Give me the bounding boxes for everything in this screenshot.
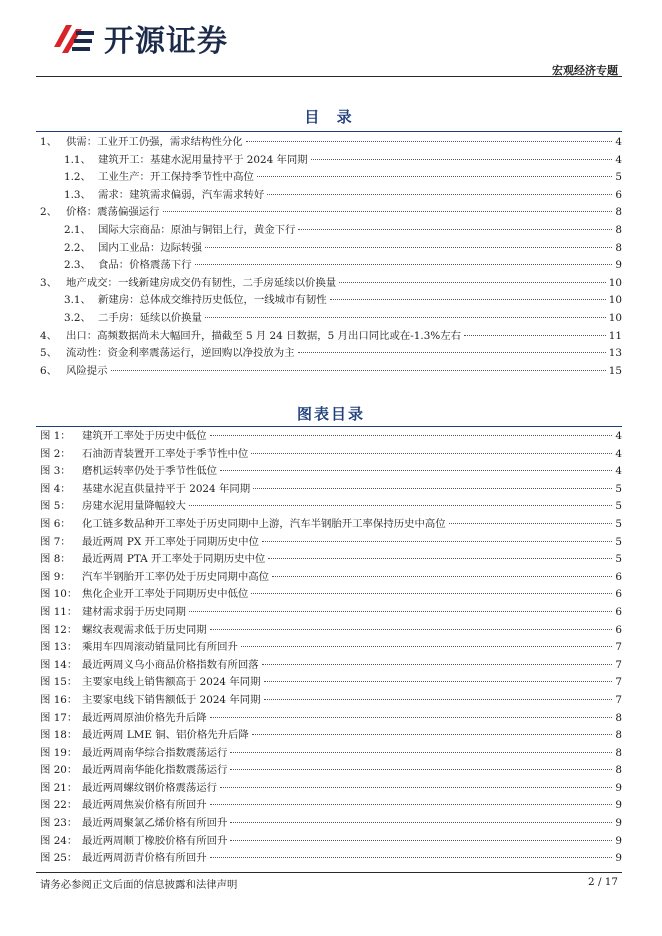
toc-page: 10: [608, 276, 622, 289]
figure-title: 最近两周 PX 开工率处于同期历史中位: [82, 535, 259, 548]
figure-leader-dots: [272, 576, 612, 577]
figure-title: 最近两周义乌小商品价格指数有所回落: [82, 658, 259, 671]
toc-title: 地产成交：一线新建房成交仍有韧性，二手房延续以价换量: [66, 276, 337, 289]
figure-leader-dots: [230, 769, 612, 770]
toc-num: 2.3、: [64, 259, 91, 272]
figure-title: 主要家电线下销售额低于 2024 年同期: [82, 693, 261, 706]
figure-leader-dots: [189, 505, 612, 506]
toc-num: 1.1、: [64, 153, 91, 166]
figure-page: 5: [615, 535, 622, 548]
toc-leader-dots: [311, 159, 613, 160]
figure-row[interactable]: [40, 481, 622, 499]
figure-page: 6: [615, 588, 622, 601]
figure-leader-dots: [210, 629, 613, 630]
figure-row[interactable]: [40, 780, 622, 798]
figure-num: 图 3：: [40, 465, 71, 478]
figure-page: 9: [615, 799, 622, 812]
figure-title: 最近两周沥青价格有所回升: [82, 852, 207, 865]
toc-leader-dots: [330, 299, 606, 300]
toc-row[interactable]: [40, 310, 622, 328]
toc-divider: [36, 131, 622, 132]
figure-leader-dots: [264, 681, 613, 682]
brand-name: 开源证券: [104, 24, 228, 59]
figure-leader-dots: [241, 646, 613, 647]
toc-title: 新建房：总体成交维持历史低位，一线城市有韧性: [98, 294, 327, 307]
figure-row[interactable]: [40, 551, 622, 569]
figure-num: 图 2：: [40, 447, 71, 460]
toc-title: 食品：价格震荡下行: [98, 259, 192, 272]
toc-row[interactable]: [40, 187, 622, 205]
figure-title: 焦化企业开工率处于同期历史中低位: [82, 588, 249, 601]
figure-page: 8: [615, 746, 622, 759]
figure-page: 4: [615, 447, 622, 460]
figure-leader-dots: [264, 699, 613, 700]
toc-num: 6、: [40, 364, 58, 377]
figure-num: 图 23：: [40, 817, 78, 830]
toc-row[interactable]: [40, 328, 622, 346]
figure-title: 乘用车四周滚动销量同比有所回升: [82, 641, 238, 654]
toc-num: 1、: [40, 136, 58, 148]
figure-page: 5: [615, 517, 622, 530]
figure-title: 磨机运转率仍处于季节性低位: [82, 465, 218, 478]
figure-page: 7: [615, 658, 622, 671]
figure-row[interactable]: [40, 745, 622, 763]
toc-page: 4: [615, 136, 622, 148]
toc-num: 3、: [40, 276, 58, 289]
toc-title: 二手房：延续以价换量: [98, 311, 202, 324]
figure-title: 汽车半钢胎开工率仍处于历史同期中高位: [82, 570, 270, 583]
figure-num: 图 7：: [40, 535, 71, 548]
toc-title: 供需：工业开工仍强，需求结构性分化: [66, 136, 243, 148]
figure-row[interactable]: [40, 639, 622, 657]
figure-num: 图 10：: [40, 588, 78, 601]
figure-num: 图 6：: [40, 517, 71, 530]
toc-title: 工业生产：开工保持季节性中高位: [98, 171, 254, 184]
toc-leader-dots: [111, 370, 606, 371]
toc-page: 15: [608, 364, 622, 377]
figure-title: 建材需求弱于历史同期: [82, 605, 186, 618]
toc-leader-dots: [298, 352, 606, 353]
figure-row[interactable]: [40, 463, 622, 481]
toc-leader-dots: [257, 176, 613, 177]
figure-row[interactable]: [40, 516, 622, 534]
figure-row[interactable]: [40, 762, 622, 780]
toc-page: 9: [615, 259, 622, 272]
figure-page: 4: [615, 430, 622, 442]
figure-leader-dots: [230, 752, 612, 753]
figure-page: 9: [615, 834, 622, 847]
figure-page: 5: [615, 500, 622, 513]
figure-title: 螺纹表观需求低于历史同期: [82, 623, 207, 636]
figure-leader-dots: [230, 840, 612, 841]
brand-logo[interactable]: [52, 16, 228, 60]
figure-row[interactable]: [40, 498, 622, 516]
figure-page: 7: [615, 641, 622, 654]
page-header: [0, 0, 662, 80]
figure-page: 7: [615, 676, 622, 689]
toc-title: 需求：建筑需求偏弱，汽车需求转好: [98, 188, 265, 201]
figure-num: 图 24：: [40, 834, 78, 847]
figure-title: 最近两周原油价格先升后降: [82, 711, 207, 724]
toc-page: 6: [615, 188, 622, 201]
figures-title: 图表目录: [296, 405, 365, 423]
figure-page: 7: [615, 693, 622, 706]
toc-num: 3.2、: [64, 311, 91, 324]
toc-page: 5: [615, 171, 622, 184]
footer-disclaimer: 请务必参阅正文后面的信息披露和法律声明: [40, 879, 238, 891]
toc-row[interactable]: [40, 275, 622, 293]
report-type-label: 宏观经济专题: [552, 64, 618, 77]
figure-title: 最近两周 LME 铜、铝价格先升后降: [82, 729, 249, 742]
figure-num: 图 18：: [40, 729, 78, 742]
figure-leader-dots: [210, 435, 613, 436]
figure-row[interactable]: [40, 833, 622, 851]
figure-num: 图 11：: [40, 605, 78, 618]
toc-page: 10: [608, 311, 622, 324]
figure-leader-dots: [251, 453, 612, 454]
figure-leader-dots: [251, 593, 612, 594]
toc-title: 国内工业品：边际转强: [98, 241, 202, 254]
toc-title: 建筑开工：基建水泥用量持平于 2024 年同期: [98, 153, 308, 166]
toc-row[interactable]: [40, 169, 622, 187]
figure-row[interactable]: [40, 604, 622, 622]
figures-divider: [36, 426, 622, 427]
figure-num: 图 20：: [40, 764, 78, 777]
figure-num: 图 14：: [40, 658, 78, 671]
toc-num: 2.2、: [64, 241, 91, 254]
figure-page: 8: [615, 729, 622, 742]
figure-leader-dots: [262, 541, 613, 542]
toc-leader-dots: [163, 211, 613, 212]
toc-num: 1.3、: [64, 188, 91, 201]
figure-page: 5: [615, 553, 622, 566]
figure-row[interactable]: [40, 815, 622, 833]
figure-page: 6: [615, 623, 622, 636]
figure-page: 9: [615, 852, 622, 865]
figure-title: 最近两周焦炭价格有所回升: [82, 799, 207, 812]
figure-row[interactable]: [40, 569, 622, 587]
figure-leader-dots: [210, 717, 613, 718]
figure-leader-dots: [210, 804, 613, 805]
figure-row[interactable]: [40, 428, 622, 446]
figure-page: 6: [615, 605, 622, 618]
figure-num: 图 13：: [40, 641, 78, 654]
figure-num: 图 12：: [40, 623, 78, 636]
figure-num: 图 4：: [40, 482, 71, 495]
figure-leader-dots: [252, 734, 613, 735]
toc-page: 13: [608, 347, 622, 360]
figure-num: 图 5：: [40, 500, 71, 513]
figures-list: [40, 428, 622, 868]
toc-row[interactable]: [40, 204, 622, 222]
figure-title: 最近两周南华能化指数震荡运行: [82, 764, 228, 777]
figure-title: 基建水泥直供量持平于 2024 年同期: [82, 482, 251, 495]
figure-row[interactable]: [40, 657, 622, 675]
toc-row[interactable]: [40, 345, 622, 363]
figure-num: 图 9：: [40, 570, 71, 583]
figure-num: 图 16：: [40, 693, 78, 706]
figure-num: 图 25：: [40, 852, 78, 865]
figure-page: 6: [615, 570, 622, 583]
figure-title: 最近两周顺丁橡胶价格有所回升: [82, 834, 228, 847]
figure-title: 房建水泥用量降幅较大: [82, 500, 186, 513]
figure-leader-dots: [220, 470, 612, 471]
toc-page: 10: [608, 294, 622, 307]
toc-leader-dots: [267, 194, 612, 195]
figure-title: 化工链多数品种开工率处于历史同期中上游，汽车半钢胎开工率保持历史中高位: [82, 517, 446, 530]
figure-page: 5: [615, 482, 622, 495]
toc-title: 风险提示: [66, 364, 108, 377]
figure-row[interactable]: [40, 797, 622, 815]
toc-list: [40, 134, 622, 380]
toc-row[interactable]: [40, 292, 622, 310]
figure-num: 图 1：: [40, 430, 71, 442]
figure-row[interactable]: [40, 446, 622, 464]
figure-num: 图 19：: [40, 746, 78, 759]
figure-row[interactable]: [40, 850, 622, 868]
toc-page: 4: [615, 153, 622, 166]
figure-page: 9: [615, 781, 622, 794]
figure-num: 图 21：: [40, 781, 78, 794]
toc-leader-dots: [205, 247, 612, 248]
toc-num: 2、: [40, 206, 58, 219]
figure-page: 4: [615, 465, 622, 478]
figure-title: 主要家电线上销售额高于 2024 年同期: [82, 676, 261, 689]
footer-divider: [36, 872, 622, 873]
toc-leader-dots: [195, 264, 613, 265]
toc-title: 流动性：资金利率震荡运行，逆回购以净投放为主: [66, 347, 295, 360]
toc-title: 目 录: [304, 108, 358, 126]
toc-leader-dots: [205, 317, 606, 318]
toc-num: 2.1、: [64, 223, 91, 236]
figure-num: 图 8：: [40, 553, 71, 566]
toc-title: 国际大宗商品：原油与铜铝上行，黄金下行: [98, 223, 296, 236]
figure-leader-dots: [262, 664, 613, 665]
toc-leader-dots: [298, 229, 612, 230]
figure-row[interactable]: [40, 534, 622, 552]
brand-logo-icon: [52, 17, 98, 59]
figure-leader-dots: [253, 488, 612, 489]
figure-row[interactable]: [40, 710, 622, 728]
toc-num: 5、: [40, 347, 58, 360]
toc-page: 8: [615, 241, 622, 254]
figure-num: 图 15：: [40, 676, 78, 689]
figure-page: 8: [615, 711, 622, 724]
figure-title: 最近两周聚氯乙烯价格有所回升: [82, 817, 228, 830]
toc-row[interactable]: [40, 222, 622, 240]
toc-num: 4、: [40, 329, 58, 342]
figure-leader-dots: [230, 822, 612, 823]
figure-num: 图 17：: [40, 711, 78, 724]
figure-title: 石油沥青装置开工率处于季节性中位: [82, 447, 249, 460]
figure-title: 最近两周螺纹钢价格震荡运行: [82, 781, 218, 794]
page-indicator: 2 / 17: [588, 876, 618, 888]
figure-leader-dots: [449, 523, 613, 524]
figure-row[interactable]: [40, 586, 622, 604]
figure-leader-dots: [189, 611, 612, 612]
figure-row[interactable]: [40, 727, 622, 745]
toc-title: 出口：高频数据尚未大幅回升，描截至 5 月 24 日数据，5 月出口同比或在-1.3%左右: [66, 329, 461, 342]
toc-leader-dots: [246, 141, 613, 142]
figure-leader-dots: [210, 857, 613, 858]
header-divider: [36, 76, 622, 77]
toc-page: 11: [608, 329, 622, 342]
toc-row[interactable]: [40, 240, 622, 258]
figure-title: 最近两周南华综合指数震荡运行: [82, 746, 228, 759]
figure-title: 最近两周 PTA 开工率处于同期历史中位: [82, 553, 266, 566]
toc-num: 1.2、: [64, 171, 91, 184]
toc-num: 3.1、: [64, 294, 91, 307]
toc-leader-dots: [339, 282, 606, 283]
toc-leader-dots: [464, 335, 606, 336]
figure-row[interactable]: [40, 692, 622, 710]
toc-row[interactable]: [40, 363, 622, 381]
toc-row[interactable]: [40, 152, 622, 170]
figure-page: 9: [615, 817, 622, 830]
toc-page: 8: [615, 223, 622, 236]
toc-row[interactable]: [40, 257, 622, 275]
figure-row[interactable]: [40, 622, 622, 640]
figure-page: 8: [615, 764, 622, 777]
toc-title: 价格：震荡偏强运行: [66, 206, 160, 219]
figure-title: 建筑开工率处于历史中低位: [82, 430, 207, 442]
figure-leader-dots: [268, 558, 612, 559]
figure-row[interactable]: [40, 674, 622, 692]
toc-page: 8: [615, 206, 622, 219]
figure-leader-dots: [220, 787, 612, 788]
figure-num: 图 22：: [40, 799, 78, 812]
toc-row[interactable]: [40, 134, 622, 152]
